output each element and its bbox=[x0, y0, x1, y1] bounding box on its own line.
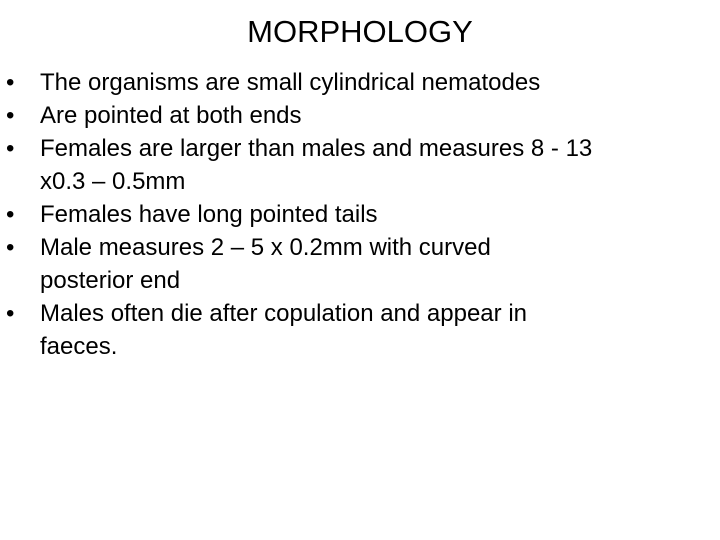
bullet-glyph: • bbox=[6, 135, 15, 162]
bullet-text-line: The organisms are small cylindrical nematodes bbox=[40, 69, 541, 96]
bullet-item bbox=[6, 132, 714, 198]
bullet-text-line: Are pointed at both ends bbox=[40, 102, 302, 129]
slide-title: MORPHOLOGY bbox=[247, 14, 473, 49]
bullet-item bbox=[6, 297, 714, 363]
bullet-item bbox=[6, 66, 714, 99]
bullet-glyph: • bbox=[6, 234, 15, 261]
bullet-text-line: faeces. bbox=[40, 333, 118, 360]
bullet-glyph: • bbox=[6, 69, 15, 96]
bullet-item bbox=[6, 231, 714, 297]
bullet-text-line: Males often die after copulation and appear in bbox=[40, 300, 527, 327]
bullet-glyph: • bbox=[6, 300, 15, 327]
bullet-list bbox=[6, 66, 714, 363]
bullet-text-line: posterior end bbox=[40, 267, 181, 294]
bullet-text-line: Male measures 2 – 5 x 0.2mm with curved bbox=[40, 234, 491, 261]
bullet-text-line: x0.3 – 0.5mm bbox=[40, 168, 186, 195]
bullet-glyph: • bbox=[6, 102, 15, 129]
bullet-text-line: Females have long pointed tails bbox=[40, 201, 378, 228]
bullet-glyph: • bbox=[6, 201, 15, 228]
bullet-text-line: Females are larger than males and measures 8 - 13 bbox=[40, 135, 593, 162]
bullet-item bbox=[6, 198, 714, 231]
bullet-item bbox=[6, 99, 714, 132]
